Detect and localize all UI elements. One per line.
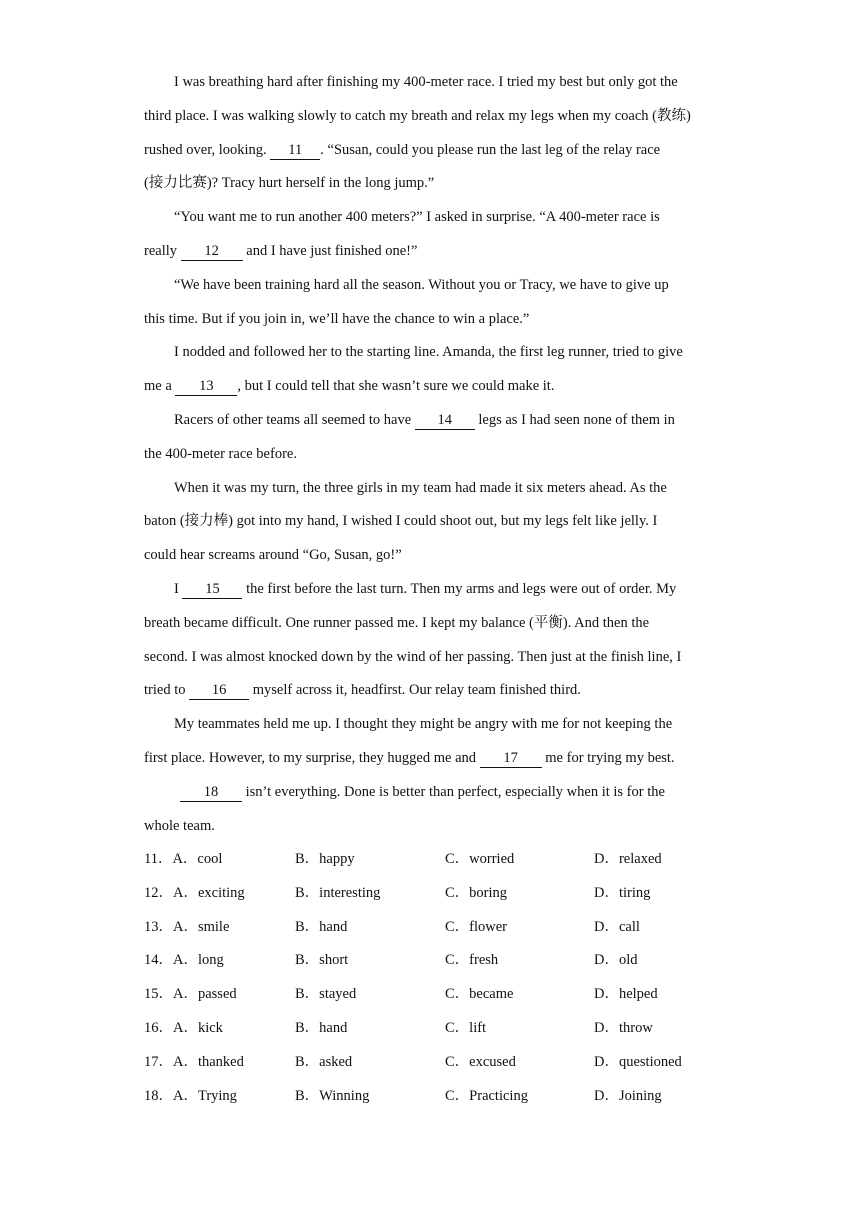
paragraph-line: [144, 573, 734, 607]
option-d: D．questioned: [594, 1053, 682, 1070]
paragraph-line: When it was my turn, the three girls in my team had made it six meters ahead. As the: [174, 479, 667, 496]
text-run: me for trying my best.: [541, 749, 675, 766]
text-run: the first before the last turn. Then my arms and legs were out of order. My: [242, 580, 677, 597]
paragraph-line: baton (接力棒) got into my hand, I wished I could shoot out, but my legs felt like jelly. I: [144, 513, 658, 530]
paragraph-line: “We have been training hard all the season. Without you or Tracy, we have to give up: [174, 276, 669, 293]
option-a: 14．A．long: [144, 952, 224, 969]
option-d: D．relaxed: [594, 851, 662, 867]
option-b: B．Winning: [295, 1087, 370, 1104]
option-d: D．Joining: [594, 1087, 662, 1104]
paragraph-line: breath became difficult. One runner passed me. I kept my balance (平衡). And then the: [144, 614, 650, 631]
question-row: [144, 911, 744, 945]
paragraph-line: I nodded and followed her to the starting line. Amanda, the first leg runner, tried to give: [174, 344, 683, 361]
blank-17: 17: [480, 751, 542, 768]
paragraph-line: third place. I was walking slowly to catch my breath and relax my legs when my coach (教练): [144, 107, 691, 124]
text-run: myself across it, headfirst. Our relay team finished third.: [249, 682, 581, 699]
option-a: 11．A．cool: [144, 851, 223, 867]
question-row: [144, 1046, 744, 1080]
text-run: rushed over, looking.: [144, 141, 271, 158]
option-c: C．lift: [445, 1019, 487, 1036]
text-run: really: [144, 242, 181, 259]
option-c: C．fresh: [445, 952, 499, 969]
question-row: [144, 843, 744, 877]
answer-options: [144, 843, 744, 1113]
option-c: C．boring: [445, 884, 508, 901]
blank-15: 15: [182, 582, 242, 599]
text-run: legs as I had seen none of them in: [474, 411, 675, 428]
cloze-passage: [144, 66, 734, 843]
blank-12: 12: [181, 244, 243, 261]
option-b: B．happy: [295, 851, 355, 867]
option-c: C．flower: [445, 918, 508, 935]
text-run: Racers of other teams all seemed to have: [174, 411, 415, 428]
text-run: me a: [144, 378, 176, 395]
question-row: [144, 1080, 744, 1114]
question-row: [144, 1012, 744, 1046]
blank-16: 16: [189, 683, 249, 700]
text-run: I: [174, 580, 183, 597]
option-c: C．worried: [445, 851, 515, 867]
paragraph-line: [144, 404, 734, 438]
option-a: 12．A．exciting: [144, 884, 245, 901]
option-b: B．hand: [295, 1019, 348, 1036]
option-c: C．Practicing: [445, 1087, 528, 1104]
paragraph-line: [144, 742, 734, 776]
paragraph-line: [144, 370, 734, 404]
text-run: and I have just finished one!”: [242, 242, 418, 259]
option-d: D．old: [594, 952, 638, 969]
question-row: [144, 978, 744, 1012]
paragraph-line: I was breathing hard after finishing my 400-meter race. I tried my best but only got the: [174, 74, 678, 90]
text-run: isn’t everything. Done is better than perfect, especially when it is for the: [242, 783, 665, 800]
option-c: C．excused: [445, 1053, 516, 1070]
option-b: B．hand: [295, 918, 348, 935]
blank-18: 18: [180, 785, 242, 802]
paragraph-line: could hear screams around “Go, Susan, go!”: [144, 547, 402, 564]
option-a: 13．A．smile: [144, 918, 230, 935]
paragraph-line: “You want me to run another 400 meters?” I asked in surprise. “A 400-meter race is: [174, 209, 660, 226]
paragraph-line: this time. But if you join in, we’ll have the chance to win a place.”: [144, 310, 530, 327]
text-run: , but I could tell that she wasn’t sure we could make it.: [237, 378, 555, 395]
option-d: D．call: [594, 918, 640, 935]
paragraph-line: (接力比赛)? Tracy hurt herself in the long jump.”: [144, 175, 435, 192]
option-a: 15．A．passed: [144, 986, 237, 1003]
question-row: [144, 877, 744, 911]
option-b: B．stayed: [295, 986, 357, 1003]
text-run: tried to: [144, 682, 190, 699]
paragraph-line: [144, 134, 734, 168]
blank-14: 14: [415, 413, 475, 430]
paragraph-line: My teammates held me up. I thought they might be angry with me for not keeping the: [174, 716, 673, 733]
blank-13: 13: [175, 379, 237, 396]
paragraph-line: [144, 674, 734, 708]
text-run: . “Susan, could you please run the last leg of the relay race: [320, 141, 661, 158]
option-b: B．asked: [295, 1053, 353, 1070]
paragraph-line: [144, 235, 734, 269]
option-d: D．throw: [594, 1019, 653, 1036]
paragraph-line: [144, 776, 734, 810]
option-b: B．short: [295, 952, 349, 969]
paragraph-line: the 400-meter race before.: [144, 445, 297, 462]
option-b: B．interesting: [295, 884, 381, 901]
paragraph-line: second. I was almost knocked down by the wind of her passing. Then just at the finish line, I: [144, 648, 682, 665]
option-a: 18．A．Trying: [144, 1087, 237, 1104]
option-c: C．became: [445, 986, 514, 1003]
option-d: D．helped: [594, 986, 658, 1003]
blank-11: 11: [270, 143, 320, 160]
question-row: [144, 944, 744, 978]
option-a: 17．A．thanked: [144, 1053, 244, 1070]
paragraph-line: whole team.: [144, 817, 215, 834]
option-d: D．tiring: [594, 884, 651, 901]
option-a: 16．A．kick: [144, 1019, 223, 1036]
text-run: first place. However, to my surprise, they hugged me and: [144, 749, 480, 766]
